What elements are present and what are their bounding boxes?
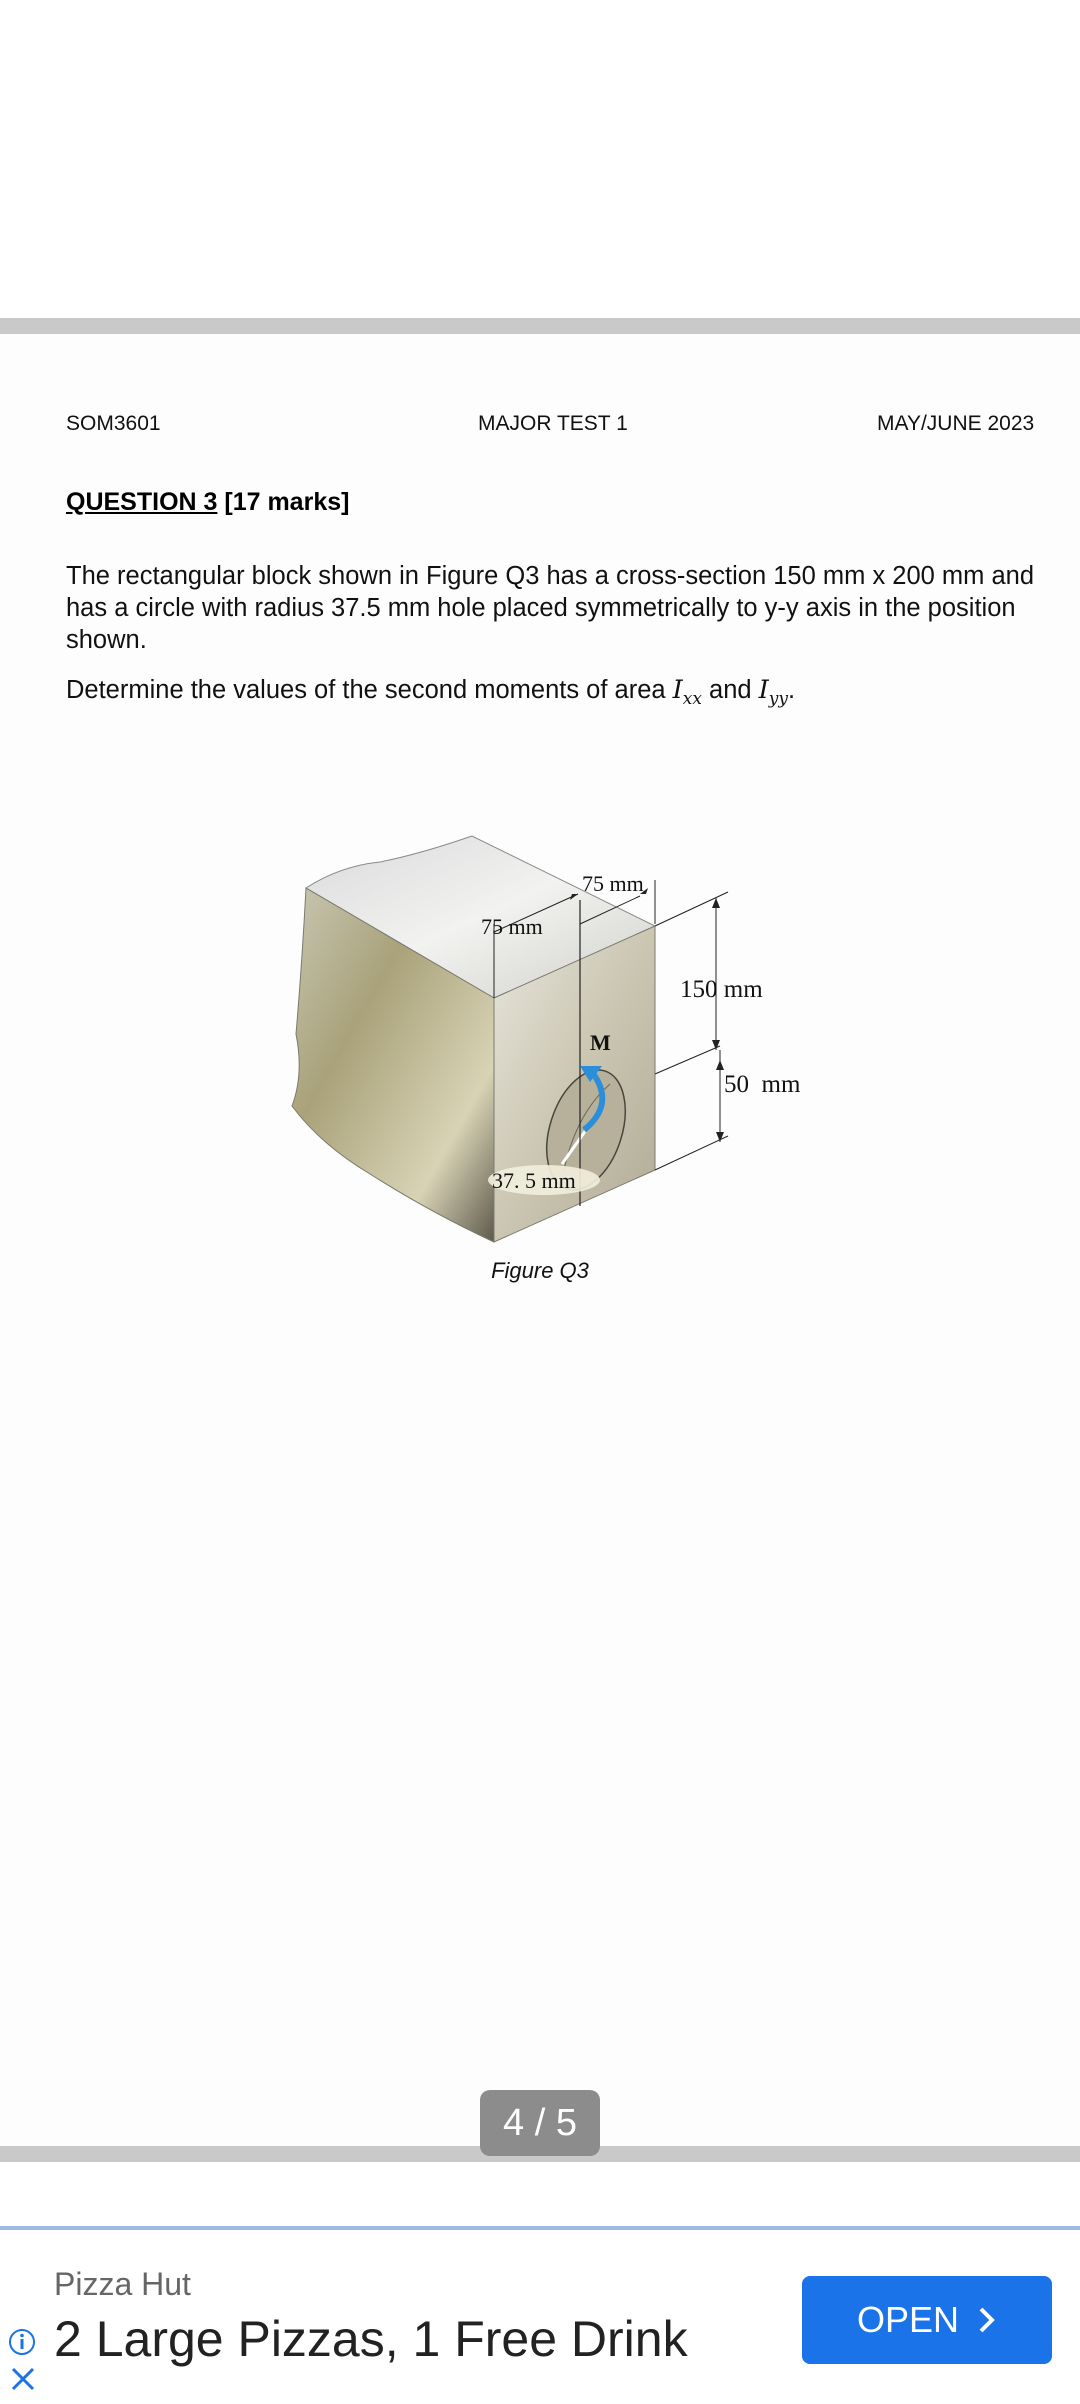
ad-open-button[interactable] bbox=[802, 2276, 1052, 2364]
header-course-code: SOM3601 bbox=[66, 412, 161, 435]
ad-banner[interactable] bbox=[0, 2226, 1080, 2404]
ixx-symbol: $I_{xx}$ bbox=[672, 675, 702, 710]
label-top-75mm: 75 mm bbox=[582, 871, 644, 896]
iyy-symbol: $I_{yy}$ bbox=[758, 675, 788, 710]
below-page-blank bbox=[0, 2162, 1080, 2226]
info-icon[interactable] bbox=[8, 2328, 36, 2356]
question-number: QUESTION 3 bbox=[66, 488, 218, 516]
question-marks: [17 marks] bbox=[224, 488, 350, 516]
figure-q3-block-diagram bbox=[280, 814, 840, 1274]
question-paragraph-2: Determine the values of the second moments of area $I_{xx}$ and $I_{yy}$. bbox=[66, 675, 796, 710]
page-separator-top bbox=[0, 318, 1080, 334]
chevron-right-icon bbox=[977, 2305, 997, 2335]
figure-caption: Figure Q3 bbox=[491, 1258, 589, 1283]
and-word: and bbox=[709, 676, 752, 704]
header-test-name: MAJOR TEST 1 bbox=[478, 412, 628, 435]
label-50mm: 50 mm bbox=[724, 1071, 801, 1098]
question-title bbox=[66, 488, 349, 517]
header-date: MAY/JUNE 2023 bbox=[877, 412, 1035, 435]
page-indicator: 4 / 5 bbox=[480, 2090, 600, 2156]
paragraph-2-text: Determine the values of the second moments of area bbox=[66, 676, 666, 704]
document-page bbox=[0, 334, 1080, 2146]
ad-advertiser[interactable]: Pizza Hut bbox=[54, 2266, 191, 2302]
label-moment-m: M bbox=[590, 1030, 611, 1055]
label-150mm: 150 mm bbox=[680, 976, 763, 1003]
question-paragraph-1: The rectangular block shown in Figure Q3 has a cross-section 150 mm x 200 mm and has a circle with radius 37.5 mm hole placed symmetrically to y-y axis in the position shown. bbox=[66, 562, 1035, 654]
close-icon[interactable] bbox=[8, 2364, 38, 2394]
ad-open-label: OPEN bbox=[856, 2299, 960, 2340]
label-left-75mm: 75 mm bbox=[481, 914, 543, 939]
top-blank-area bbox=[0, 0, 1080, 318]
label-radius: 37. 5 mm bbox=[492, 1168, 576, 1193]
ad-headline[interactable]: 2 Large Pizzas, 1 Free Drink bbox=[54, 2311, 688, 2367]
